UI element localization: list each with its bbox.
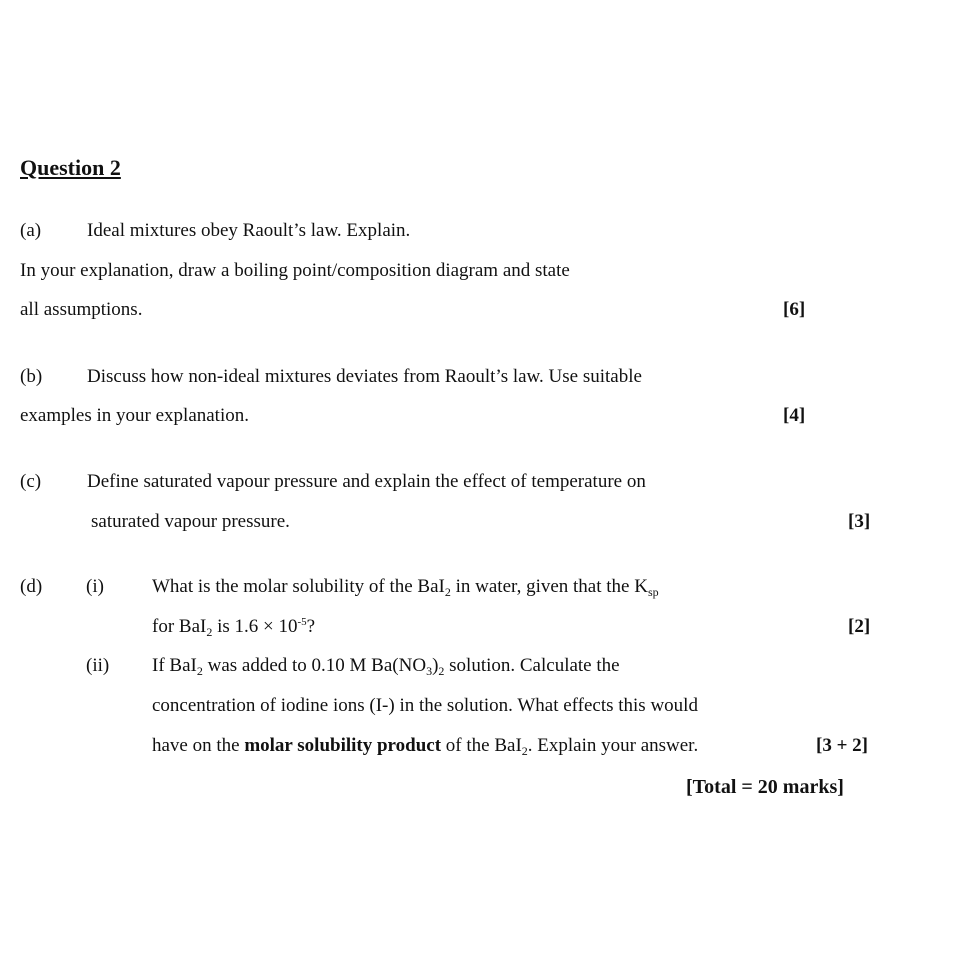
- part-b-line1: Discuss how non-ideal mixtures deviates from Raoult’s law. Use suitable: [87, 366, 642, 387]
- part-c-line2: saturated vapour pressure.: [91, 511, 290, 532]
- part-c-line1: Define saturated vapour pressure and explain the effect of temperature on: [87, 471, 646, 492]
- part-d-ii-line3: have on the molar solubility product of the BaI$_2$. Explain your answer.: [152, 735, 699, 758]
- part-d-i-line2: for BaI$_2$ is $1.6 \times 10^{-5}$?: [152, 616, 316, 639]
- question-title: Question 2: [20, 155, 121, 180]
- part-a-line3: all assumptions.: [20, 299, 143, 320]
- part-b-label: (b): [20, 366, 43, 387]
- part-b-line2: examples in your explanation.: [20, 405, 249, 426]
- part-d-i-marks: [2]: [848, 616, 871, 637]
- part-a-marks: [6]: [783, 299, 806, 320]
- part-c-label: (c): [20, 471, 42, 492]
- part-d-i-line1: What is the molar solubility of the BaI$_2$ in water, given that the $K_{sp}$: [152, 576, 659, 599]
- part-b-marks: [4]: [783, 405, 806, 426]
- part-d-label: (d): [20, 576, 43, 597]
- part-d-ii-label: (ii): [86, 655, 110, 676]
- part-d-ii-line2: concentration of iodine ions (I-) in the solution. What effects this would: [152, 695, 698, 716]
- part-c-marks: [3]: [848, 511, 871, 532]
- part-a-line1: Ideal mixtures obey Raoult’s law. Explain.: [87, 220, 411, 241]
- part-a-label: (a): [20, 220, 42, 241]
- part-a-line2: In your explanation, draw a boiling point/composition diagram and state: [20, 260, 570, 281]
- total-marks: [Total = 20 marks]: [686, 776, 844, 798]
- part-d-ii-marks: [3 + 2]: [816, 735, 868, 756]
- part-d-i-label: (i): [86, 576, 104, 597]
- part-d-ii-line1: If BaI$_2$ was added to 0.10 M $Ba(NO_3)_2$ solution. Calculate the: [152, 655, 620, 678]
